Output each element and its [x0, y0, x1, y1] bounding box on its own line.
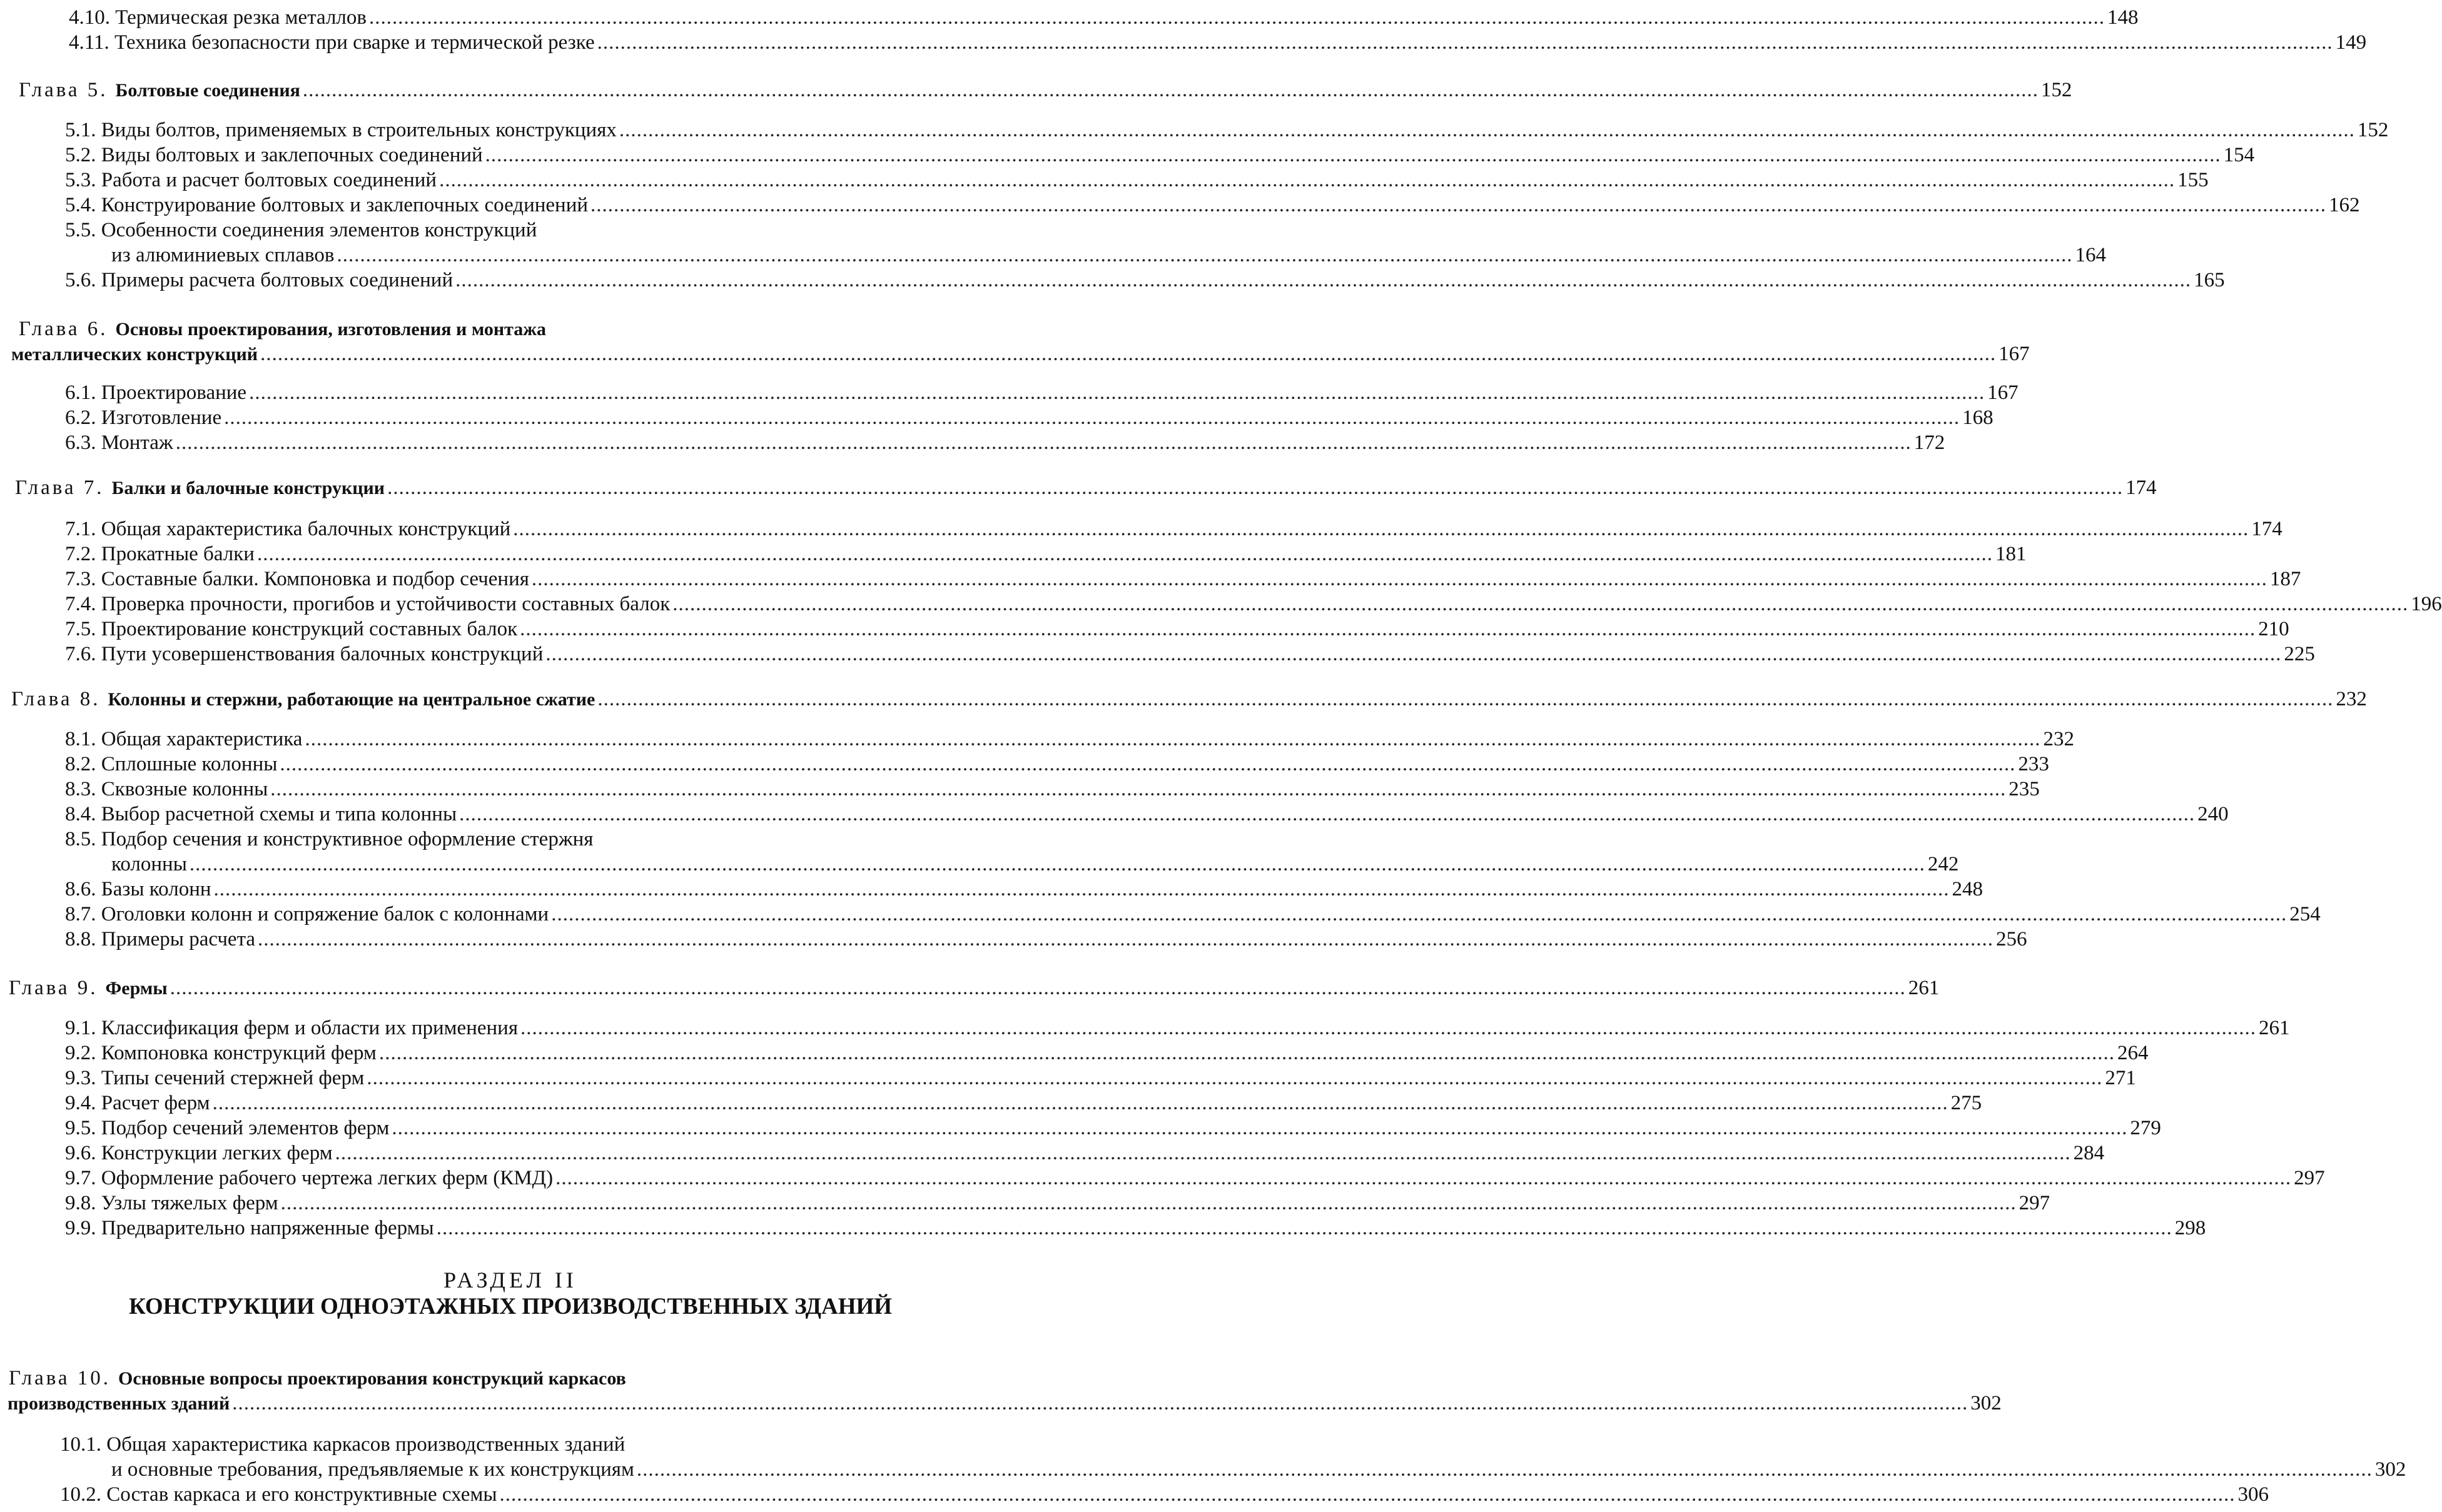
dot-leader: ............................................................................................................................................................................................................................................................................................................ [249, 381, 1985, 404]
toc-page-number: 261 [2259, 1017, 2290, 1039]
toc-entry [65, 193, 2360, 218]
toc-entry-label: колонны [111, 853, 187, 875]
toc-page-number: 172 [1913, 431, 1945, 454]
toc-page-number: 196 [2411, 593, 2442, 615]
dot-leader: ............................................................................................................................................................................................................................................................................................................ [597, 688, 2334, 710]
toc-entry-label: 6.2. Изготовление [65, 406, 222, 429]
chapter-prefix: Глава 6. [19, 318, 108, 340]
dot-leader: ............................................................................................................................................................................................................................................................................................................ [256, 543, 1993, 565]
dot-leader: ............................................................................................................................................................................................................................................................................................................ [531, 568, 2267, 590]
toc-entry [65, 517, 2282, 542]
toc-entry-label: 9.6. Конструкции легких ферм [65, 1142, 333, 1164]
toc-page-number: 232 [2336, 688, 2367, 710]
toc-entry-label: 9.8. Узлы тяжелых ферм [65, 1192, 278, 1214]
toc-page-number: 225 [2284, 643, 2315, 665]
toc-page-number: 164 [2075, 244, 2106, 266]
chapter-prefix: Глава 7. [15, 476, 104, 499]
chapter-heading [19, 316, 546, 342]
toc-page-number: 149 [2335, 31, 2367, 54]
toc-entry-label: 8.1. Общая характеристика [65, 728, 303, 750]
toc-page-number: 242 [1927, 853, 1959, 875]
toc-page-number: 235 [2009, 778, 2040, 800]
toc-entry [65, 727, 2074, 752]
toc-page-number: 264 [2117, 1042, 2149, 1064]
chapter-title: Балки и балочные конструкции [111, 478, 385, 498]
toc-entry [111, 1457, 2406, 1482]
toc-page-number: 152 [2040, 79, 2072, 101]
dot-leader: ............................................................................................................................................................................................................................................................................................................ [260, 343, 1997, 365]
toc-page-number: 298 [2174, 1217, 2206, 1239]
toc-entry-label: 5.4. Конструирование болтовых и заклепочных соединений [65, 194, 589, 216]
toc-entry [69, 5, 2139, 30]
dot-leader: ............................................................................................................................................................................................................................................................................................................ [337, 244, 2073, 266]
dot-leader: ............................................................................................................................................................................................................................................................................................................ [175, 431, 1912, 454]
toc-entry-label: 5.5. Особенности соединения элементов конструкций [65, 219, 537, 241]
toc-entry [65, 927, 2027, 952]
toc-entry [65, 405, 1994, 430]
toc-entry-label: 8.6. Базы колонн [65, 878, 211, 900]
chapter-title: производственных зданий [8, 1393, 230, 1414]
toc-page-number: 174 [2251, 518, 2282, 540]
toc-entry-label: 6.3. Монтаж [65, 431, 173, 454]
toc-entry [65, 642, 2315, 667]
toc-page-number: 181 [1995, 543, 2027, 565]
dot-leader: ............................................................................................................................................................................................................................................................................................................ [213, 878, 1950, 900]
toc-page-number: 297 [2019, 1192, 2050, 1214]
toc-entry-label: 9.4. Расчет ферм [65, 1092, 210, 1114]
toc-entry-label: 7.5. Проектирование конструкций составных балок [65, 618, 518, 640]
toc-entry-label: из алюминиевых сплавов [111, 244, 335, 266]
toc-entry-label: 6.1. Проектирование [65, 381, 247, 404]
toc-entry-label: 10.2. Состав каркаса и его конструктивные схемы [60, 1483, 497, 1506]
dot-leader: ............................................................................................................................................................................................................................................................................................................ [378, 1042, 2115, 1064]
toc-entry [65, 118, 2389, 143]
dot-leader: ............................................................................................................................................................................................................................................................................................................ [258, 928, 1994, 950]
chapter-heading [19, 78, 2072, 103]
toc-page-number: 152 [2357, 119, 2389, 141]
toc-entry-label: 9.3. Типы сечений стержней ферм [65, 1067, 365, 1089]
dot-leader: ............................................................................................................................................................................................................................................................................................................ [212, 1092, 1948, 1114]
dot-leader: ............................................................................................................................................................................................................................................................................................................ [555, 1167, 2292, 1189]
toc-entry [65, 802, 2229, 827]
toc-entry [65, 143, 2255, 168]
dot-leader: ............................................................................................................................................................................................................................................................................................................ [551, 903, 2287, 925]
dot-leader: ............................................................................................................................................................................................................................................................................................................ [520, 618, 2256, 640]
toc-page-number: 167 [1999, 343, 2030, 365]
toc-entry-label: 9.9. Предварительно напряженные фермы [65, 1217, 434, 1239]
toc-page-number: 297 [2294, 1167, 2325, 1189]
toc-entry [69, 30, 2367, 55]
toc-entry-label: 8.7. Оголовки колонн и сопряжение балок с колоннами [65, 903, 549, 925]
toc-entry-label: 5.3. Работа и расчет болтовых соединений [65, 169, 437, 191]
toc-page-number: 233 [2018, 753, 2049, 775]
toc-page-number: 232 [2043, 728, 2074, 750]
section-heading [0, 1267, 1021, 1320]
dot-leader: ............................................................................................................................................................................................................................................................................................................ [545, 643, 2282, 665]
dot-leader: ............................................................................................................................................................................................................................................................................................................ [459, 803, 2196, 825]
dot-leader: ............................................................................................................................................................................................................................................................................................................ [485, 144, 2221, 166]
toc-entry [65, 1191, 2050, 1216]
toc-page-number: 306 [2237, 1483, 2269, 1506]
toc-entry-label: 8.2. Сплошные колонны [65, 753, 278, 775]
toc-page-number: 275 [1950, 1092, 1982, 1114]
dot-leader: ............................................................................................................................................................................................................................................................................................................ [597, 31, 2333, 54]
toc-entry [65, 268, 2225, 293]
dot-leader: ............................................................................................................................................................................................................................................................................................................ [672, 593, 2409, 615]
toc-entry [65, 1166, 2325, 1191]
toc-page-number: 155 [2177, 169, 2209, 191]
toc-entry [65, 1141, 2105, 1166]
toc-entry [65, 168, 2209, 193]
chapter-heading-continuation [8, 1391, 2002, 1416]
dot-leader: ............................................................................................................................................................................................................................................................................................................ [369, 6, 2105, 29]
dot-leader: ............................................................................................................................................................................................................................................................................................................ [590, 194, 2327, 216]
toc-entry-label: 4.10. Термическая резка металлов [69, 6, 367, 29]
toc-page-number: 284 [2073, 1142, 2105, 1164]
chapter-title: Фермы [105, 978, 168, 999]
dot-leader: ............................................................................................................................................................................................................................................................................................................ [387, 476, 2124, 499]
section-title: КОНСТРУКЦИИ ОДНОЭТАЖНЫХ ПРОИЗВОДСТВЕННЫХ ЗДАНИЙ [128, 1294, 893, 1319]
chapter-title: Основные вопросы проектирования конструкций каркасов [118, 1368, 626, 1389]
toc-page-number: 256 [1996, 928, 2027, 950]
toc-entry [65, 592, 2442, 617]
chapter-title: Колонны и стержни, работающие на центральное сжатие [108, 689, 595, 710]
chapter-heading [9, 1366, 626, 1391]
dot-leader: ............................................................................................................................................................................................................................................................................................................ [513, 518, 2249, 540]
chapter-prefix: Глава 8. [11, 688, 101, 710]
chapter-prefix: Глава 9. [9, 977, 98, 999]
section-label: РАЗДЕЛ II [443, 1268, 577, 1293]
toc-entry-label: 7.3. Составные балки. Компоновка и подбор сечения [65, 568, 529, 590]
toc-entry-label: 5.2. Виды болтовых и заклепочных соединений [65, 144, 483, 166]
toc-entry [65, 902, 2321, 927]
toc-page-number: 165 [2194, 269, 2225, 291]
toc-page-number: 248 [1952, 878, 1983, 900]
dot-leader: ............................................................................................................................................................................................................................................................................................................ [280, 1192, 2017, 1214]
toc-entry-label: 9.1. Классификация ферм и области их применения [65, 1017, 519, 1039]
toc-entry-label: 9.5. Подбор сечений элементов ферм [65, 1117, 390, 1139]
toc-entry [65, 877, 1983, 902]
dot-leader: ............................................................................................................................................................................................................................................................................................................ [302, 79, 2039, 101]
toc-entry [65, 1116, 2161, 1141]
toc-entry [65, 1091, 1982, 1116]
dot-leader: ............................................................................................................................................................................................................................................................................................................ [232, 1392, 1968, 1414]
toc-entry-label: 9.2. Компоновка конструкций ферм [65, 1042, 377, 1064]
dot-leader: ............................................................................................................................................................................................................................................................................................................ [636, 1458, 2373, 1481]
chapter-heading [9, 975, 1940, 1001]
toc-entry [111, 243, 2106, 268]
toc-entry [65, 1216, 2206, 1241]
toc-page-number: 254 [2289, 903, 2321, 925]
toc-entry-label: 7.6. Пути усовершенствования балочных конструкций [65, 643, 544, 665]
toc-entry-label: 10.1. Общая характеристика каркасов производственных зданий [60, 1433, 626, 1456]
toc-entry [65, 542, 2027, 567]
toc-entry [65, 1016, 2290, 1041]
chapter-heading [11, 687, 2367, 712]
toc-page-number: 210 [2258, 618, 2289, 640]
toc-entry [111, 852, 1959, 877]
chapter-title: металлических конструкций [11, 344, 258, 365]
dot-leader: ............................................................................................................................................................................................................................................................................................................ [619, 119, 2355, 141]
dot-leader: ............................................................................................................................................................................................................................................................................................................ [335, 1142, 2071, 1164]
chapter-heading-continuation [11, 341, 2030, 367]
dot-leader: ............................................................................................................................................................................................................................................................................................................ [367, 1067, 2103, 1089]
chapter-heading [15, 475, 2157, 501]
toc-entry [60, 1482, 2269, 1507]
chapter-prefix: Глава 10. [9, 1367, 111, 1389]
chapter-prefix: Глава 5. [19, 79, 108, 101]
toc-entry-label: 7.1. Общая характеристика балочных конструкций [65, 518, 511, 540]
toc-entry-label: 7.4. Проверка прочности, прогибов и устойчивости составных балок [65, 593, 671, 615]
toc-entry-label: 9.7. Оформление рабочего чертежа легких ферм (КМД) [65, 1167, 554, 1189]
toc-page-number: 174 [2125, 476, 2157, 499]
toc-entry-label: 8.5. Подбор сечения и конструктивное оформление стержня [65, 828, 594, 850]
dot-leader: ............................................................................................................................................................................................................................................................................................................ [189, 853, 1925, 875]
chapter-title: Болтовые соединения [115, 80, 300, 101]
toc-page-number: 154 [2223, 144, 2255, 166]
toc-page-number: 279 [2130, 1117, 2161, 1139]
toc-entry-label: 5.1. Виды болтов, применяемых в строительных конструкциях [65, 119, 617, 141]
toc-entry-label: 8.4. Выбор расчетной схемы и типа колонны [65, 803, 457, 825]
toc-entry [65, 617, 2289, 642]
toc-entry [65, 1041, 2149, 1066]
dot-leader: ............................................................................................................................................................................................................................................................................................................ [392, 1117, 2128, 1139]
toc-page-number: 302 [2374, 1458, 2406, 1481]
dot-leader: ............................................................................................................................................................................................................................................................................................................ [170, 977, 1906, 999]
dot-leader: ............................................................................................................................................................................................................................................................................................................ [270, 778, 2007, 800]
dot-leader: ............................................................................................................................................................................................................................................................................................................ [520, 1017, 2257, 1039]
chapter-title: Основы проектирования, изготовления и монтажа [115, 319, 546, 340]
dot-leader: ............................................................................................................................................................................................................................................................................................................ [455, 269, 2192, 291]
toc-entry-label: 8.8. Примеры расчета [65, 928, 256, 950]
dot-leader: ............................................................................................................................................................................................................................................................................................................ [224, 406, 1960, 429]
toc-page-number: 148 [2107, 6, 2139, 29]
toc-page-number: 187 [2269, 568, 2301, 590]
dot-leader: ............................................................................................................................................................................................................................................................................................................ [305, 728, 2041, 750]
toc-entry-label: 7.2. Прокатные балки [65, 543, 255, 565]
toc-entry-label: 8.3. Сквозные колонны [65, 778, 268, 800]
dot-leader: ............................................................................................................................................................................................................................................................................................................ [280, 753, 2016, 775]
dot-leader: ............................................................................................................................................................................................................................................................................................................ [499, 1483, 2236, 1506]
toc-entry [65, 380, 2019, 405]
toc-entry [65, 777, 2040, 802]
toc-entry [65, 752, 2049, 777]
toc-entry [65, 1066, 2136, 1091]
toc-entry-label: 5.6. Примеры расчета болтовых соединений [65, 269, 453, 291]
toc-page-number: 240 [2197, 803, 2229, 825]
toc-page-number: 271 [2105, 1067, 2136, 1089]
toc-entry [65, 567, 2301, 592]
toc-entry-label: 4.11. Техника безопасности при сварке и термической резке [69, 31, 595, 54]
toc-page-number: 162 [2329, 194, 2360, 216]
dot-leader: ............................................................................................................................................................................................................................................................................................................ [439, 169, 2176, 191]
toc-page-number: 261 [1908, 977, 1940, 999]
toc-entry [65, 430, 1945, 455]
toc-entry-label: и основные требования, предъявляемые к их конструкциям [111, 1458, 634, 1481]
dot-leader: ............................................................................................................................................................................................................................................................................................................ [436, 1217, 2172, 1239]
toc-page-number: 302 [1970, 1392, 2002, 1414]
toc-page-number: 168 [1962, 406, 1994, 429]
toc-page-number: 167 [1987, 381, 2019, 404]
